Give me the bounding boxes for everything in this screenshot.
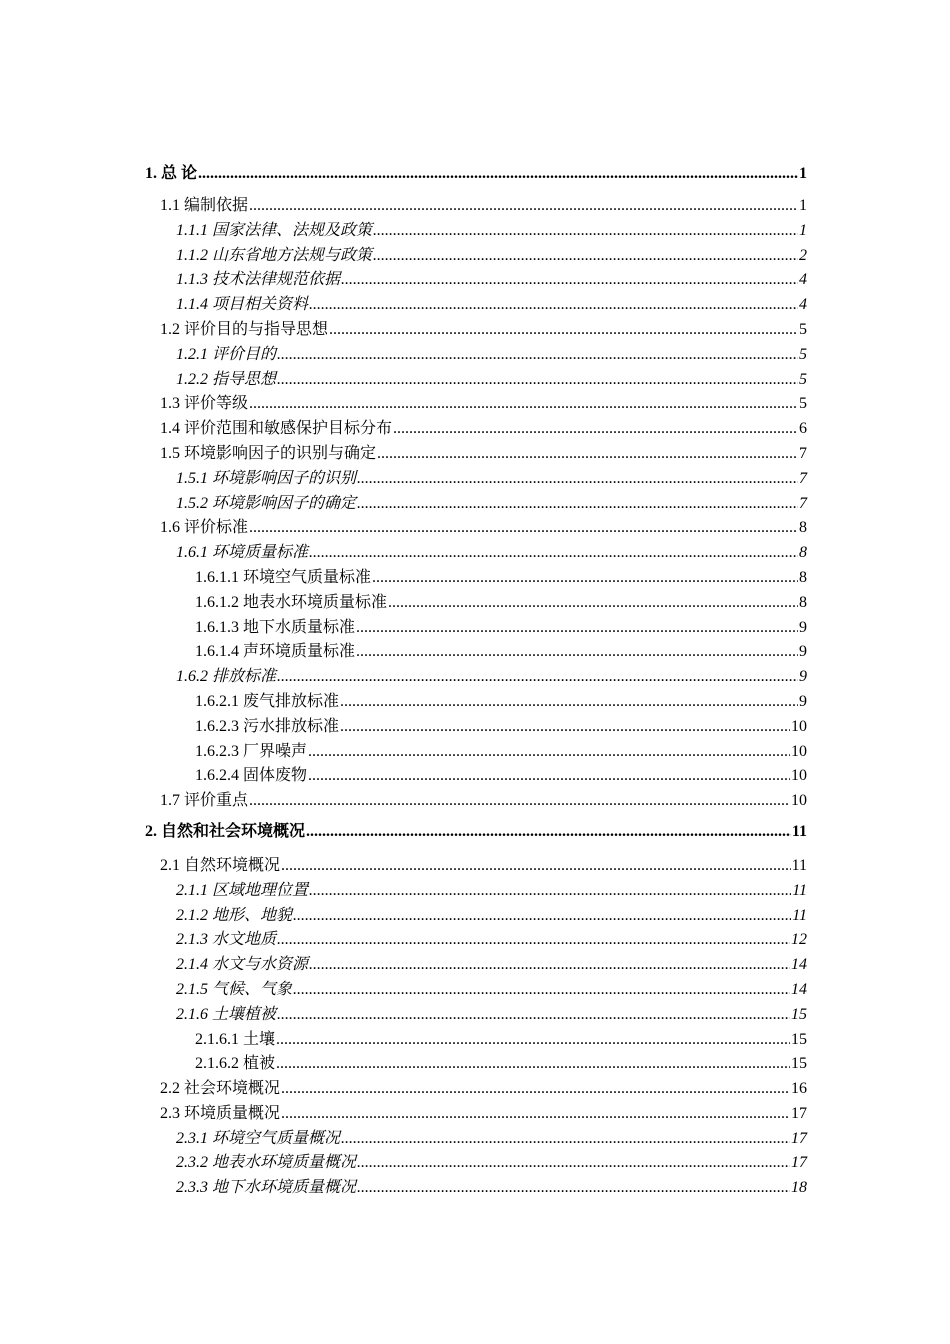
toc-entry[interactable] (145, 1026, 807, 1051)
toc-entry-title: 2.1.4 水文与水资源 (176, 956, 309, 974)
toc-page-number: 2 (799, 246, 807, 264)
toc-page-number: 5 (799, 370, 807, 388)
toc-entry-title: 1.2.2 指导思想 (176, 370, 277, 388)
toc-dot-leader (198, 165, 798, 183)
toc-entry[interactable] (145, 762, 807, 787)
toc-entry[interactable] (145, 341, 807, 366)
toc-entry[interactable] (145, 1001, 807, 1026)
toc-page-number: 16 (791, 1080, 807, 1098)
toc-dot-leader (277, 346, 798, 364)
toc-dot-leader (356, 643, 798, 661)
toc-entry[interactable] (145, 951, 807, 976)
toc-entry-title: 1.5.2 环境影响因子的确定 (176, 494, 357, 512)
toc-entry-title: 1.6.1 环境质量标准 (176, 544, 309, 562)
toc-page-number: 11 (791, 822, 807, 840)
toc-entry-title: 1.5.1 环境影响因子的识别 (176, 469, 357, 487)
toc-dot-leader (388, 594, 798, 612)
toc-entry-title: 1.6.2 排放标准 (176, 668, 277, 686)
toc-entry-title: 1.6 评价标准 (160, 519, 249, 537)
toc-dot-leader (309, 956, 790, 974)
toc-entry-title: 2.2 社会环境概况 (160, 1080, 281, 1098)
toc-page-number: 8 (799, 519, 807, 537)
toc-page-number: 1 (799, 197, 807, 214)
toc-dot-leader (357, 1154, 790, 1172)
toc-dot-leader (340, 693, 798, 711)
toc-page-number: 17 (791, 1129, 807, 1147)
toc-entry[interactable] (145, 366, 807, 391)
toc-dot-leader (393, 420, 798, 438)
toc-entry-title: 1. 总 论 (145, 165, 198, 182)
toc-page-number: 10 (791, 717, 807, 735)
toc-page-number: 8 (799, 568, 807, 586)
toc-page-number: 9 (799, 668, 807, 686)
toc-entry[interactable] (145, 877, 807, 902)
toc-entry[interactable] (145, 1075, 807, 1100)
toc-entry-title: 1.6.2.3 厂界噪声 (195, 742, 308, 760)
toc-dot-leader (277, 371, 798, 389)
toc-entry-title: 1.6.1.2 地表水环境质量标准 (195, 593, 388, 611)
toc-entry[interactable] (145, 291, 807, 316)
toc-page-number: 11 (792, 881, 807, 899)
toc-entry-title: 1.4 评价范围和敏感保护目标分布 (160, 420, 393, 438)
toc-page-number: 9 (799, 643, 807, 661)
toc-entry[interactable] (145, 1174, 807, 1199)
toc-dot-leader (341, 1130, 790, 1148)
toc-entry-title: 2.1.6 土壤植被 (176, 1005, 277, 1023)
toc-page-number: 9 (799, 692, 807, 710)
toc-entry-title: 1.1 编制依据 (160, 197, 249, 214)
toc-dot-leader (377, 445, 798, 463)
toc-dot-leader (249, 792, 790, 810)
toc-dot-leader (373, 222, 798, 240)
toc-entry-title: 1.7 评价重点 (160, 792, 249, 810)
toc-page-number: 11 (792, 906, 807, 924)
toc-page-number: 14 (791, 980, 807, 998)
toc-page-number: 14 (791, 956, 807, 974)
toc-dot-leader (277, 1006, 790, 1024)
toc-page-number: 8 (799, 544, 807, 562)
toc-page-number: 15 (791, 1055, 807, 1073)
toc-dot-leader (249, 197, 798, 215)
toc-page-number: 8 (799, 593, 807, 611)
toc-entry[interactable] (145, 738, 807, 763)
toc-entry[interactable] (145, 564, 807, 589)
toc-page-number: 4 (799, 296, 807, 314)
toc-entry-title: 2.1.6.2 植被 (195, 1055, 276, 1073)
toc-dot-leader (372, 569, 798, 587)
toc-entry-title: 2.1 自然环境概况 (160, 856, 281, 874)
toc-page-number: 6 (799, 420, 807, 438)
toc-page-number: 10 (791, 767, 807, 785)
toc-entry[interactable] (145, 490, 807, 515)
toc-entry-title: 2.1.2 地形、地貌 (176, 906, 293, 924)
toc-entry-title: 2.3 环境质量概况 (160, 1104, 281, 1122)
toc-entry[interactable] (145, 539, 807, 564)
toc-dot-leader (308, 743, 790, 761)
toc-dot-leader (308, 767, 790, 785)
toc-dot-leader (281, 1105, 790, 1123)
toc-page-number: 7 (799, 494, 807, 512)
toc-entry-title: 1.1.4 项目相关资料 (176, 296, 309, 314)
toc-entry[interactable] (145, 390, 807, 415)
toc-entry[interactable] (145, 902, 807, 927)
toc-entry[interactable] (145, 242, 807, 267)
toc-entry-title: 2.3.1 环境空气质量概况 (176, 1129, 341, 1147)
toc-entry[interactable] (145, 638, 807, 663)
toc-entry[interactable] (145, 316, 807, 341)
toc-entry-title: 2.1.1 区域地理位置 (176, 881, 309, 899)
toc-page-number: 4 (799, 271, 807, 289)
toc-entry[interactable] (145, 514, 807, 539)
toc-entry[interactable] (145, 976, 807, 1001)
toc-entry[interactable] (145, 465, 807, 490)
toc-entry-title: 1.1.2 山东省地方法规与政策 (176, 246, 373, 264)
toc-entry-title: 2.1.3 水文地质 (176, 931, 277, 949)
toc-entry[interactable] (145, 1149, 807, 1174)
toc-entry-title: 1.2.1 评价目的 (176, 345, 277, 363)
toc-dot-leader (329, 321, 798, 339)
toc-dot-leader (357, 470, 798, 488)
toc-page-number: 15 (791, 1005, 807, 1023)
toc-entry-title: 2. 自然和社会环境概况 (145, 822, 306, 840)
toc-dot-leader (373, 247, 798, 265)
toc-dot-leader (309, 544, 798, 562)
toc-entry-title: 2.3.2 地表水环境质量概况 (176, 1154, 357, 1172)
toc-page-number: 15 (791, 1030, 807, 1048)
toc-entry[interactable] (145, 787, 807, 812)
toc-page-number: 7 (799, 444, 807, 462)
toc-dot-leader (356, 619, 798, 637)
toc-entry-title: 1.5 环境影响因子的识别与确定 (160, 444, 377, 462)
toc-page-number: 18 (791, 1179, 807, 1197)
toc-entry-title: 1.1.3 技术法律规范依据 (176, 271, 341, 289)
toc-entry[interactable] (145, 852, 807, 877)
toc-entry-title: 1.6.1.3 地下水质量标准 (195, 618, 356, 636)
toc-entry[interactable] (145, 266, 807, 291)
toc-dot-leader (357, 495, 798, 513)
toc-entry[interactable] (145, 614, 807, 639)
toc-dot-leader (340, 718, 790, 736)
toc-entry-title: 1.6.1.1 环境空气质量标准 (195, 568, 372, 586)
toc-page-number: 17 (791, 1104, 807, 1122)
toc-dot-leader (249, 395, 798, 413)
toc-dot-leader (277, 931, 790, 949)
toc-dot-leader (357, 1179, 790, 1197)
toc-entry[interactable] (145, 818, 807, 844)
toc-entry-title: 1.6.1.4 声环境质量标准 (195, 643, 356, 661)
toc-dot-leader (309, 882, 791, 900)
toc-entry-title: 1.6.2.4 固体废物 (195, 767, 308, 785)
toc-dot-leader (276, 1031, 790, 1049)
toc-entry-title: 1.6.2.3 污水排放标准 (195, 717, 340, 735)
toc-entry[interactable] (145, 589, 807, 614)
toc-dot-leader (281, 1080, 790, 1098)
toc-entry-title: 1.1.1 国家法律、法规及政策 (176, 221, 373, 239)
toc-entry-title: 1.2 评价目的与指导思想 (160, 320, 329, 338)
toc-page-number: 9 (799, 618, 807, 636)
toc-entry[interactable] (145, 440, 807, 465)
toc-page-number: 12 (791, 931, 807, 949)
toc-entry-title: 2.3.3 地下水环境质量概况 (176, 1179, 357, 1197)
toc-entry[interactable] (145, 192, 807, 217)
toc-entry[interactable] (145, 217, 807, 242)
toc-dot-leader (309, 296, 798, 314)
toc-entry-title: 2.1.6.1 土壤 (195, 1030, 276, 1048)
toc-page-number: 5 (799, 345, 807, 363)
toc-dot-leader (341, 271, 798, 289)
toc-page-number: 10 (791, 792, 807, 810)
toc-entry[interactable] (145, 688, 807, 713)
toc-dot-leader (276, 1055, 790, 1073)
toc-page-number: 1 (799, 221, 807, 239)
toc-dot-leader (293, 907, 791, 925)
toc-entry[interactable] (145, 1125, 807, 1150)
toc-dot-leader (281, 857, 791, 875)
toc-entry-title: 1.6.2.1 废气排放标准 (195, 692, 340, 710)
toc-entry[interactable] (145, 1050, 807, 1075)
toc-dot-leader (306, 823, 791, 841)
toc-page-number: 10 (791, 742, 807, 760)
toc-entry[interactable] (145, 713, 807, 738)
toc-entry[interactable] (145, 926, 807, 951)
toc-entry-title: 2.1.5 气候、气象 (176, 980, 293, 998)
toc-entry[interactable] (145, 160, 807, 186)
toc-page-number: 17 (791, 1154, 807, 1172)
toc-entry[interactable] (145, 1100, 807, 1125)
toc-page-number: 1 (799, 165, 807, 182)
toc-entry[interactable] (145, 415, 807, 440)
table-of-contents (145, 160, 807, 1199)
toc-page-number: 7 (799, 469, 807, 487)
toc-page-number: 5 (799, 320, 807, 338)
toc-dot-leader (277, 668, 798, 686)
toc-entry[interactable] (145, 663, 807, 688)
toc-dot-leader (249, 519, 798, 537)
toc-dot-leader (293, 981, 790, 999)
toc-page-number: 11 (791, 856, 807, 874)
toc-page-number: 5 (799, 395, 807, 413)
toc-entry-title: 1.3 评价等级 (160, 395, 249, 413)
